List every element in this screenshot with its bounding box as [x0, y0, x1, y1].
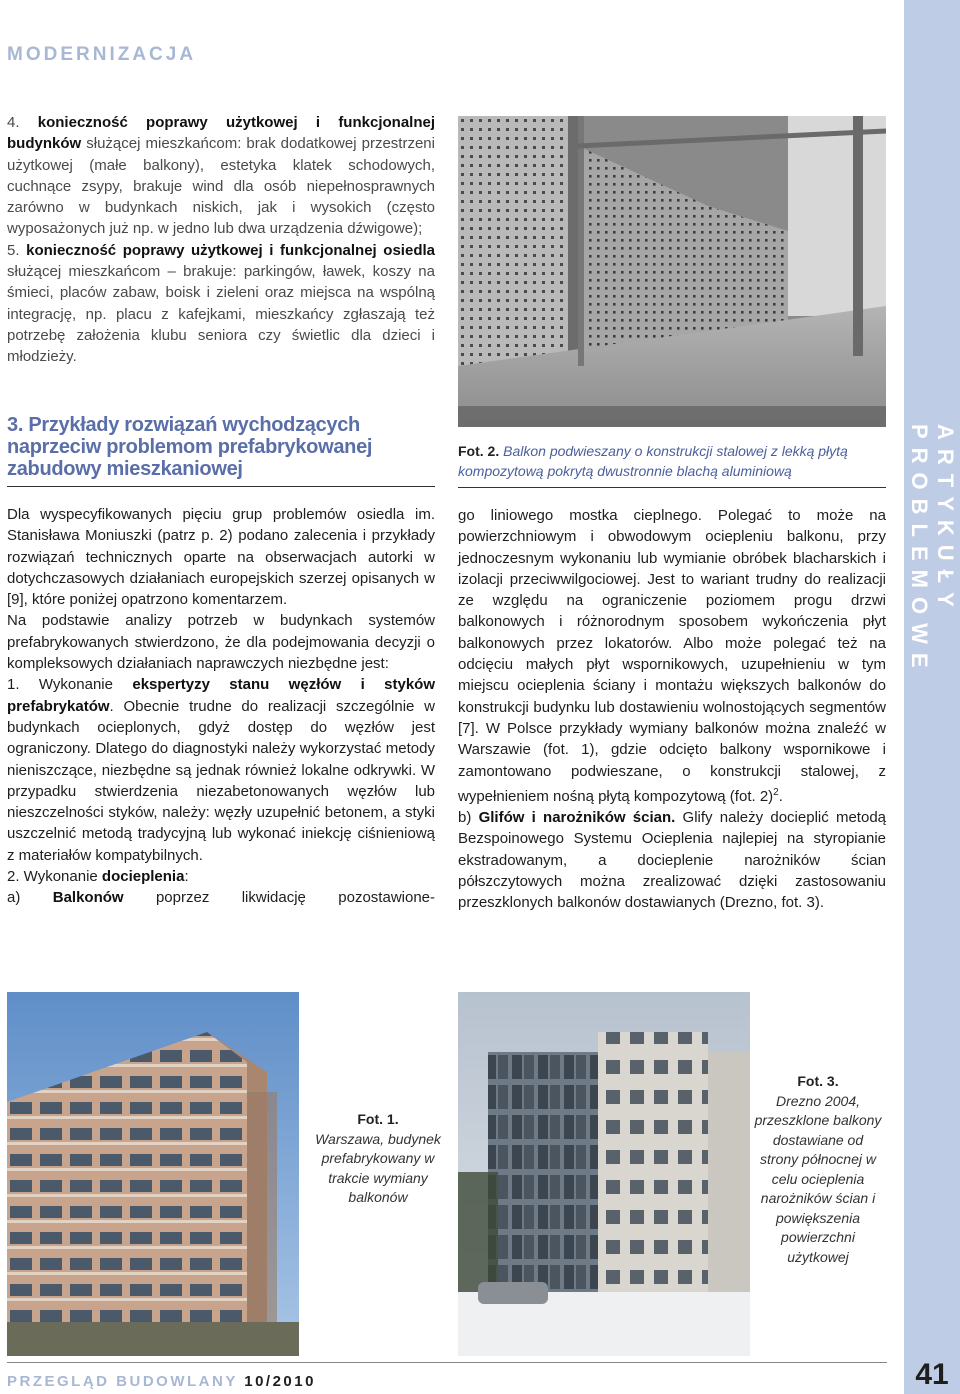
photo-1-caption: Fot. 1. Warszawa, budynek prefabrykowany w trakcie wymiany balkonów — [315, 1111, 441, 1205]
dresden-building-photo — [458, 992, 750, 1356]
paragraph: b) Glifów i narożników ścian. Glify należy docieplić metodą Bezspoinowego Systemu Ocieplenia najlepiej na styropianie ekstradowanym, a docieplenie narożników ścian półszczytowych można zrealizować dzięki zastosowaniu przeszklonych balkonów dostawianych (Drezno, fot. 3). — [458, 809, 886, 912]
paragraph: a) Balkonów poprzez likwidację pozostawione- — [7, 889, 436, 907]
photo-2-caption: Fot. 2. Balkon podwieszany o konstrukcji stalowej z lekką płytą kompozytową pokrytą dwustronnie blachą aluminiową — [458, 443, 848, 479]
paragraph: 2. Wykonanie docieplenia: — [7, 868, 189, 886]
sidebar-label: ARTYKUŁY PROBLEMOWE — [907, 424, 958, 677]
page-number: 41 — [915, 1358, 949, 1391]
footer-divider — [7, 1362, 887, 1363]
caption-divider — [458, 487, 886, 488]
left-column-top — [7, 112, 435, 368]
balcony-photo — [458, 116, 886, 427]
dresden-building-illustration — [458, 992, 750, 1356]
balcony-illustration — [458, 116, 886, 427]
section-label: MODERNIZACJA — [7, 44, 197, 65]
paragraph: Dla wyspecyfikowanych pięciu grup problemów osiedla im. Stanisława Moniuszki (patrz p. 2) podano zalecenia i przykłady rozwiązań technicznych oparte na obserwacjach autorki w dotychczasowych działaniach europejskich szerzej opisanych w [9], które poniżej opatrzono komentarzem. — [7, 506, 435, 609]
left-column-bottom — [7, 504, 435, 909]
list-item-5: 5. konieczność poprawy użytkowej i funkcjonalnej osiedla służącej mieszkańcom – brakuje: parkingów, ławek, koszy na śmieci, placów zabaw, boisk i zieleni oraz miejsca na wspólną integrację, np. placu z kafejkami, mieszkańcy zgłaszają też potrzebę założenia klubu seniora czy świetlic dla dzieci i młodzieży. — [7, 241, 435, 366]
issue-number: 10/2010 — [244, 1373, 316, 1390]
section-heading: 3. Przykłady rozwiązań wychodzących naprzeciw problemom prefabrykowanej zabudowy mieszkaniowej — [7, 414, 373, 480]
heading-divider — [7, 486, 435, 487]
magazine-name: PRZEGLĄD BUDOWLANY 10/2010 — [7, 1373, 316, 1390]
paragraph: go liniowego mostka cieplnego. Polegać to może na powierzchniowym i obwodowym ociepleniu balkonu, przy jednoczesnym wykonaniu lub wymianie obróbek blacharskich i izolacji przeciwwilgociowej. Jest to wariant trudny do realizacji ze względu na ograniczenie poziomem progu drzwi balkonowych i różnorodnym sposobem wykończenia płyt balkonowych przez lokatorów. Albo może polegać też na odcięciu małych płyt wspornikowych, uzupełnieniu w tym miejscu ocieplenia ściany i montażu większych balkonów do konstrukcji budynku lub dostawieniu wolnostojących segmentów [7]. W Polsce przykłady wymiany balkonów można znaleźć w Warszawie (fot. 1), gdzie odcięto balkony wspornikowe i zamontowano podwieszane, o konstrukcji stalowej, z wypełnieniem nośną płytą kompozytową (fot. 2)$^2$. — [458, 507, 886, 805]
photo-3-caption: Fot. 3. Drezno 2004, przeszklone balkony dostawiane od strony północnej w celu ocieplenia narożników ścian i powiększenia powierzchni użytkowej — [754, 1073, 882, 1265]
paragraph: Na podstawie analizy potrzeb w budynkach systemów prefabrykowanych stwierdzono, że dla podejmowania decyzji o kompleksowych działaniach naprawczych niezbędne jest: — [7, 612, 435, 673]
paragraph: 1. Wykonanie ekspertyzy stanu węzłów i styków prefabrykatów. Obecnie trudne do realizacji szczególnie w budynkach ocieplonych, gdyż dostęp do węzłów jest ograniczony. Dlatego do diagnostyki należy wykorzystać metody nieniszczące, niezbędne są jednak również lokalne odkrywki. W przypadku stwierdzenia niezabetonowanych węzłów lub nieszczelności styków, należy: węzły uzupełnić betonem, a styki uszczelnić metodą tradycyjną lub wykonać iniekcję ciśnieniową z materiałów kompatybilnych. — [7, 676, 435, 864]
right-column — [458, 505, 886, 914]
warsaw-building-photo — [7, 992, 299, 1356]
warsaw-building-illustration — [7, 992, 299, 1356]
list-item-4: 4. konieczność poprawy użytkowej i funkcjonalnej budynków służącej mieszkańcom: brak dodatkowej przestrzeni użytkowej (małe balkony), estetyka klatek schodowych, cuchnące zsypy, brakuje wind dla osób niepełnosprawnych zarówno w budynkach niskich, jak i wysokich (często wyposażonych już np. w jedno lub dwa urządzenia dźwigowe); — [7, 114, 435, 238]
